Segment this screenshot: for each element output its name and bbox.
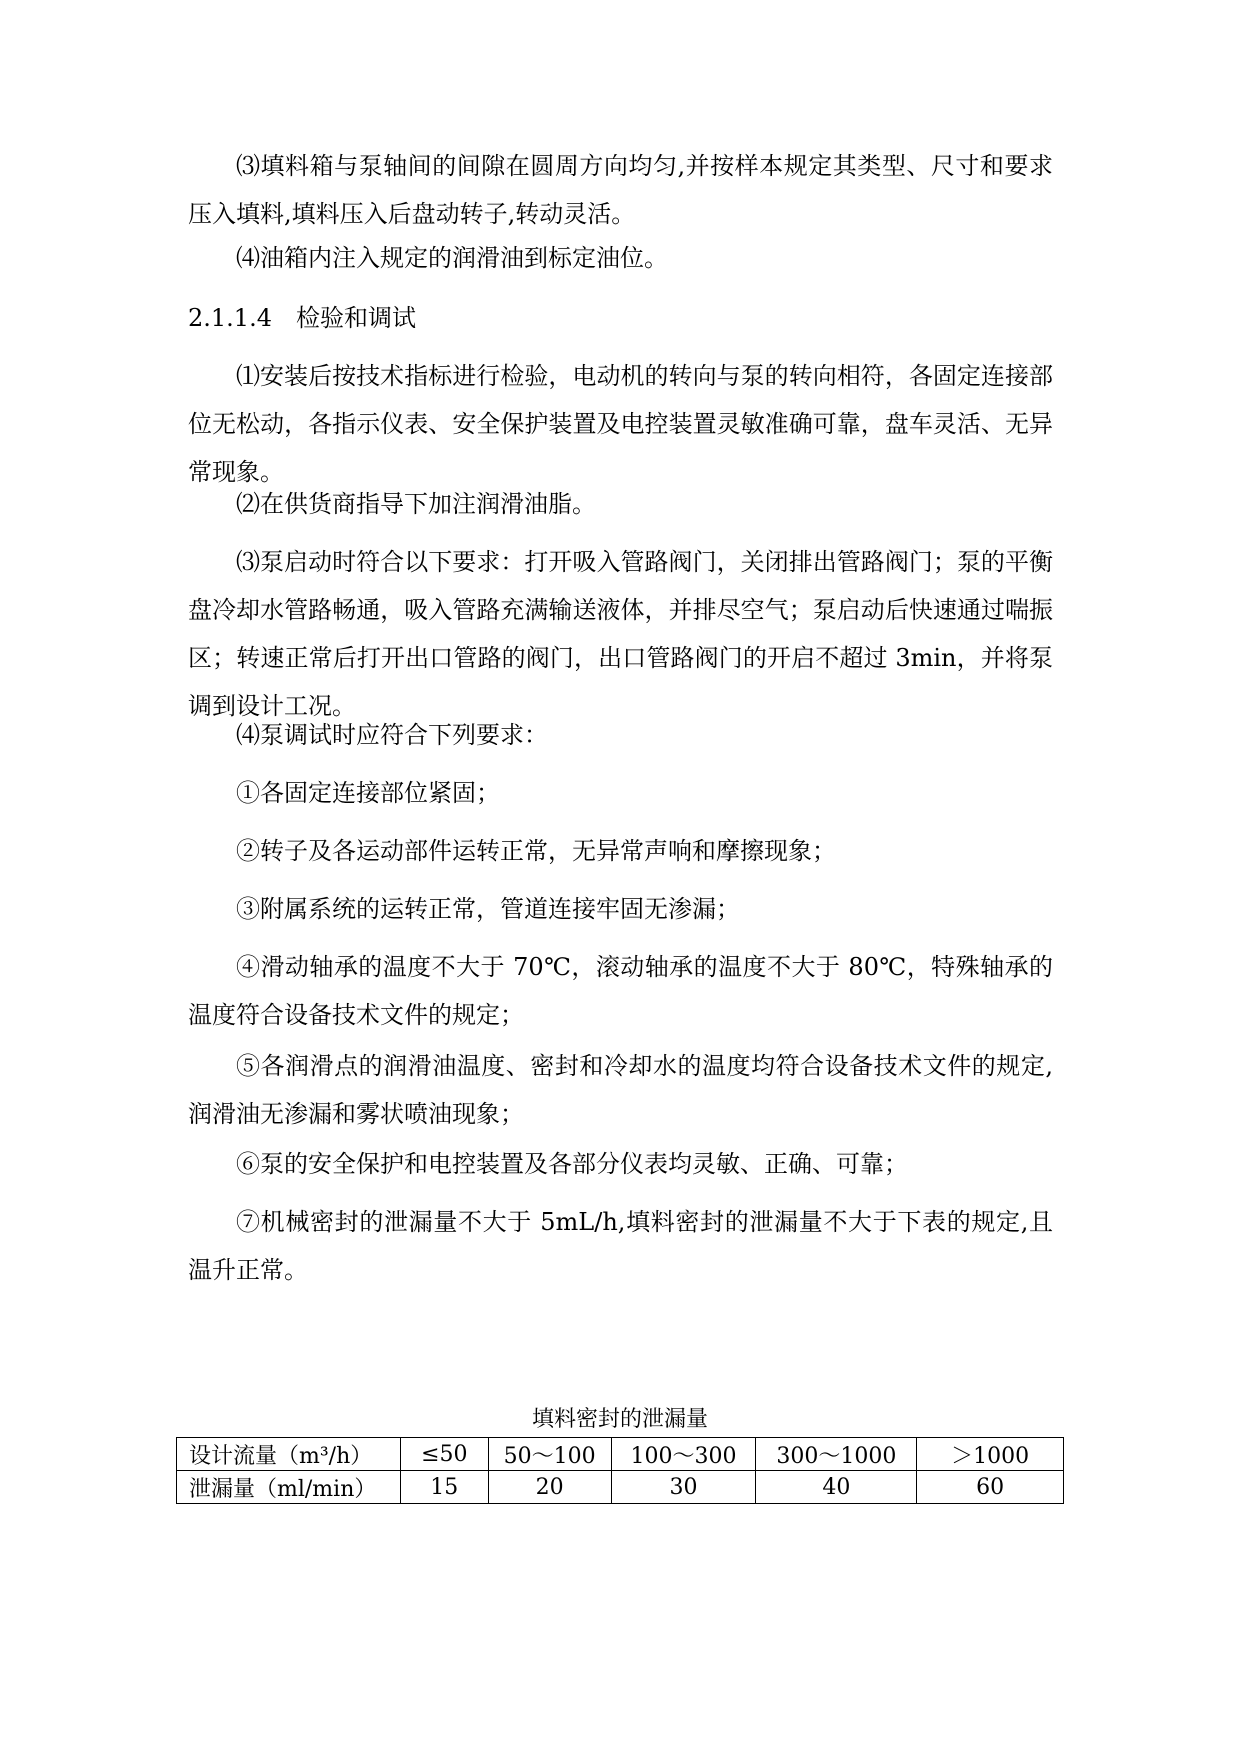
paragraph-lubrication: ⑵在供货商指导下加注润滑油脂。 [236, 490, 596, 518]
table-cell: ≤50 [400, 1438, 488, 1471]
table-cell: 40 [756, 1471, 917, 1504]
table-cell: 300～1000 [756, 1438, 917, 1471]
list-item-7: ⑦机械密封的泄漏量不大于 5mL/h,填料密封的泄漏量不大于下表的规定,且温升正常。 [188, 1208, 1053, 1284]
list-item-1: ①各固定连接部位紧固； [236, 779, 500, 807]
table-cell: 泄漏量（ml/min） [177, 1471, 401, 1504]
list-item-3: ③附属系统的运转正常，管道连接牢固无渗漏； [236, 895, 740, 923]
leakage-table [176, 1437, 1064, 1504]
section-number: 2.1.1.4 [188, 304, 272, 332]
section-heading [188, 294, 416, 342]
paragraph-packing-box: ⑶填料箱与泵轴间的间隙在圆周方向均匀,并按样本规定其类型、尺寸和要求压入填料,填料压入后盘动转子,转动灵活。 [188, 152, 1053, 228]
paragraph-oil-tank: ⑷油箱内注入规定的润滑油到标定油位。 [236, 244, 668, 272]
section-title: 检验和调试 [295, 304, 416, 332]
table-cell: 30 [611, 1471, 756, 1504]
table-cell: 20 [488, 1471, 611, 1504]
table-row [177, 1438, 1064, 1471]
table-cell: 100～300 [611, 1438, 756, 1471]
table-cell: 50～100 [488, 1438, 611, 1471]
list-item-4: ④滑动轴承的温度不大于 70℃，滚动轴承的温度不大于 80℃，特殊轴承的温度符合设备技术文件的规定； [188, 953, 1053, 1029]
table-cell: ＞1000 [917, 1438, 1064, 1471]
table-row [177, 1471, 1064, 1504]
table-cell: 设计流量（m³/h） [177, 1438, 401, 1471]
paragraph-pump-start: ⑶泵启动时符合以下要求：打开吸入管路阀门，关闭排出管路阀门；泵的平衡盘冷却水管路畅通，吸入管路充满输送液体，并排尽空气；泵启动后快速通过喘振区；转速正常后打开出口管路的阀门，出口管路阀门的开启不超过 3min，并将泵调到设计工况。 [188, 548, 1053, 720]
table-cell: 60 [917, 1471, 1064, 1504]
table-cell: 15 [400, 1471, 488, 1504]
paragraph-debug-requirements: ⑷泵调试时应符合下列要求： [236, 721, 548, 749]
list-item-2: ②转子及各运动部件运转正常，无异常声响和摩擦现象； [236, 837, 836, 865]
paragraph-inspection: ⑴安装后按技术指标进行检验，电动机的转向与泵的转向相符，各固定连接部位无松动，各指示仪表、安全保护装置及电控装置灵敏准确可靠，盘车灵活、无异常现象。 [188, 362, 1053, 486]
table-caption: 填料密封的泄漏量 [531, 1407, 708, 1432]
list-item-6: ⑥泵的安全保护和电控装置及各部分仪表均灵敏、正确、可靠； [236, 1150, 908, 1178]
list-item-5: ⑤各润滑点的润滑油温度、密封和冷却水的温度均符合设备技术文件的规定,润滑油无渗漏和雾状喷油现象； [188, 1052, 1053, 1128]
